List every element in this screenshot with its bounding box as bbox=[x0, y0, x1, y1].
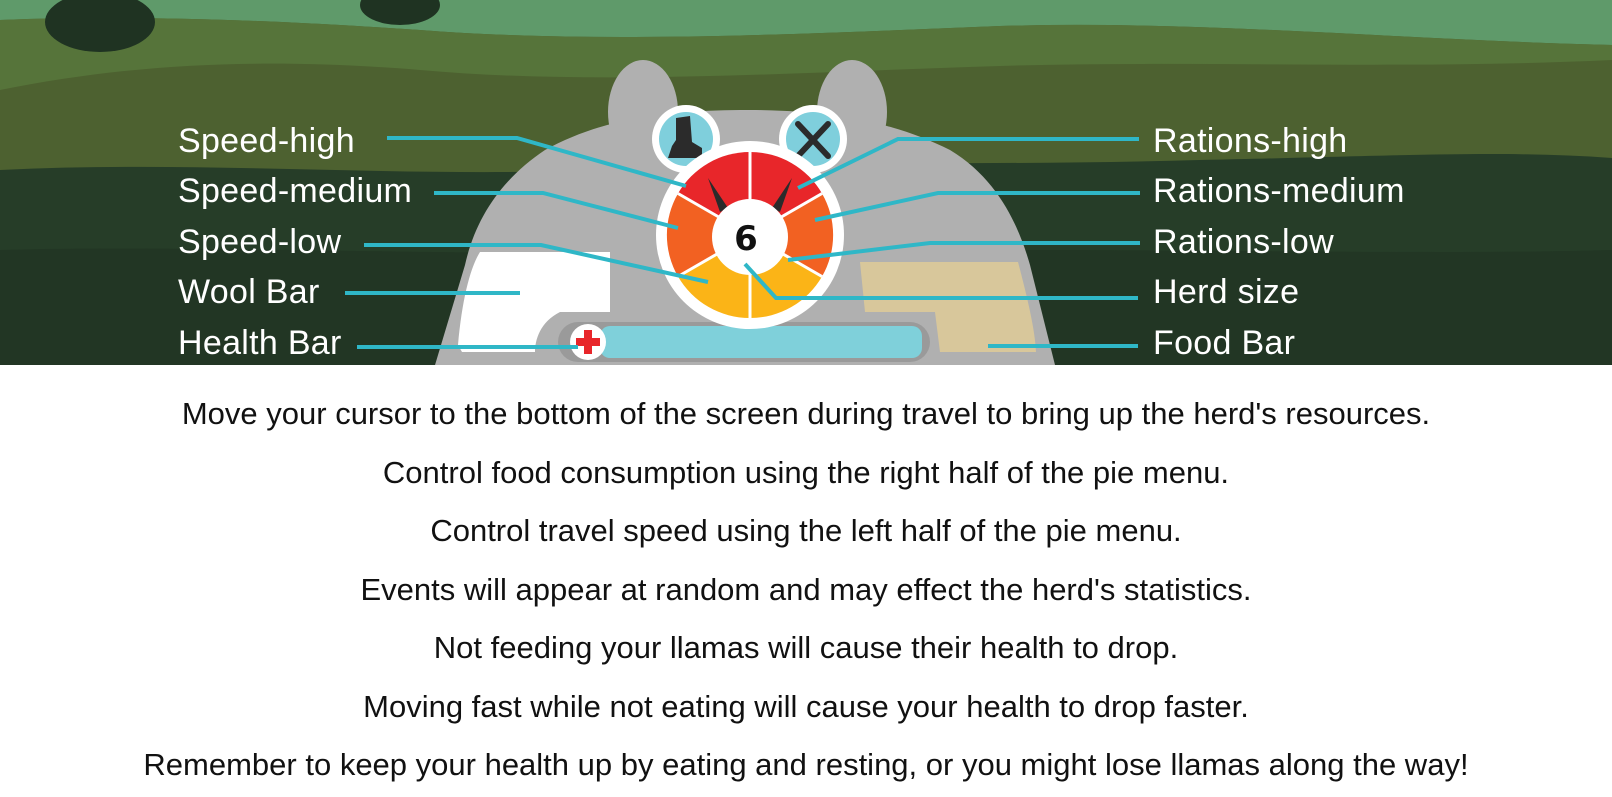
instruction-line: Moving fast while not eating will cause your health to drop faster. bbox=[363, 688, 1249, 724]
label-rations-low: Rations-low bbox=[1153, 223, 1334, 261]
instruction-line: Not feeding your llamas will cause their health to drop. bbox=[433, 630, 1179, 665]
instruction-line: Control travel speed using the left half of the pie menu. bbox=[430, 513, 1182, 548]
label-health-bar: Health Bar bbox=[178, 324, 342, 362]
instruction-line: Remember to keep your health up by eating and resting, or you might lose llamas along the way! bbox=[143, 747, 1469, 782]
label-herd-size: Herd size bbox=[1153, 273, 1300, 311]
label-speed-medium: Speed-medium bbox=[178, 172, 413, 210]
label-rations-high: Rations-high bbox=[1153, 122, 1348, 160]
instruction-line: Control food consumption using the right half of the pie menu. bbox=[382, 454, 1230, 490]
label-food-bar: Food Bar bbox=[1153, 324, 1296, 362]
herd-size-value: 6 bbox=[734, 219, 758, 259]
game-scene bbox=[0, 0, 1612, 365]
pie-menu bbox=[656, 141, 844, 329]
instructions-panel bbox=[0, 385, 1612, 795]
instruction-line: Move your cursor to the bottom of the screen during travel to bring up the herd's resources. bbox=[181, 396, 1431, 431]
label-speed-high: Speed-high bbox=[178, 122, 355, 160]
health-bar-fill bbox=[600, 326, 922, 358]
label-speed-low: Speed-low bbox=[178, 223, 342, 261]
label-rations-medium: Rations-medium bbox=[1153, 172, 1405, 210]
instruction-line: Events will appear at random and may effect the herd's statistics. bbox=[360, 571, 1252, 607]
label-wool-bar: Wool Bar bbox=[178, 273, 320, 311]
